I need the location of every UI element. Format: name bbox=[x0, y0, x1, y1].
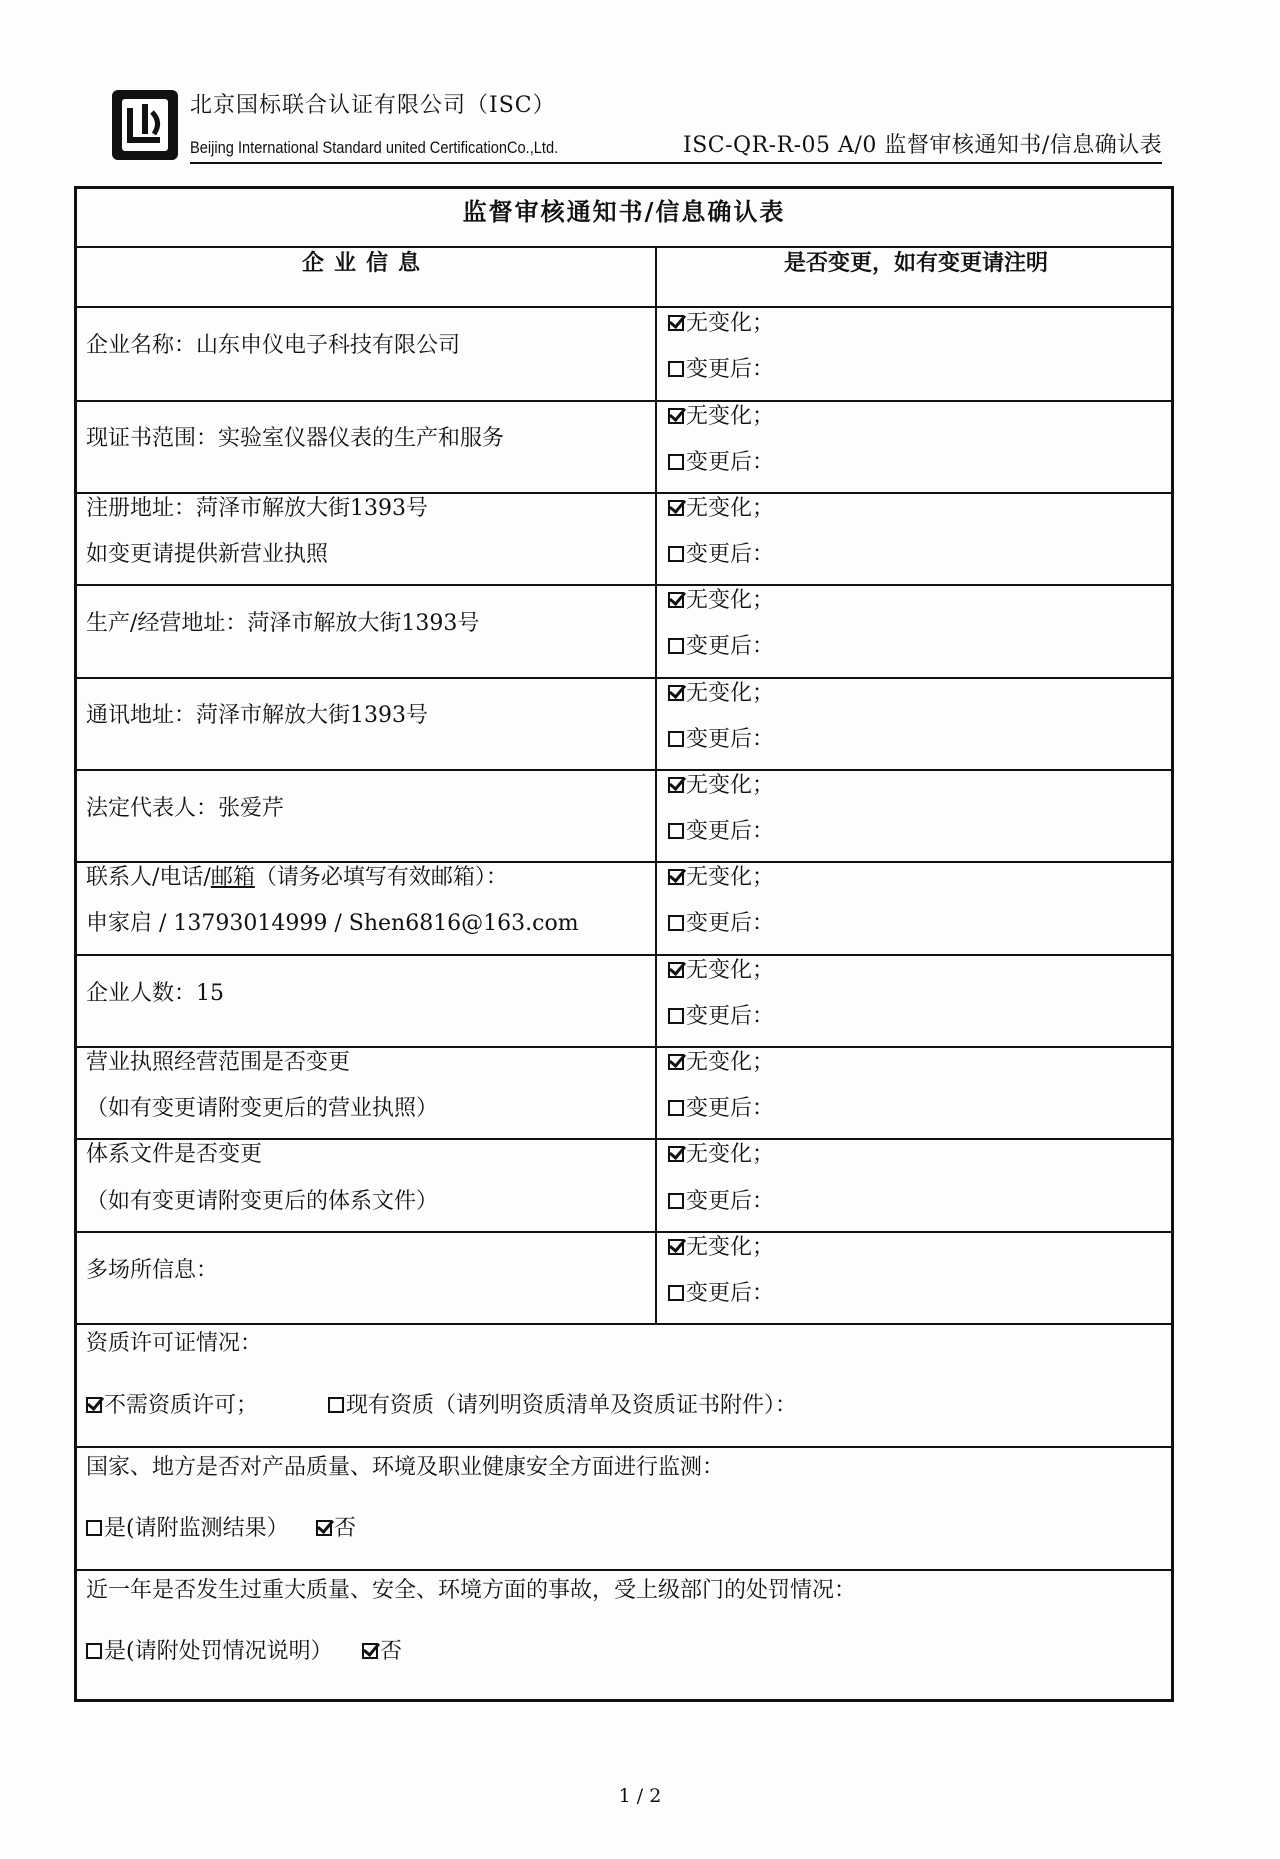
row-system-documents-note: （如有变更请附变更后的体系文件） bbox=[86, 1189, 439, 1214]
row-contact-value: 申家启 / 13793014999 / Shen6816@163.com bbox=[86, 911, 579, 936]
changed-option[interactable]: 变更后： bbox=[668, 910, 774, 938]
checked-box-icon bbox=[668, 1054, 684, 1070]
no-qualification-option[interactable]: 不需资质许可； bbox=[86, 1392, 258, 1420]
checked-box-icon bbox=[362, 1643, 378, 1659]
changed-option[interactable]: 变更后： bbox=[668, 449, 774, 477]
changed-option[interactable]: 变更后： bbox=[668, 726, 774, 754]
row-company-name: 企业名称：山东申仪电子科技有限公司 bbox=[86, 333, 461, 358]
changed-option[interactable]: 变更后： bbox=[668, 1280, 774, 1308]
row-certificate-scope: 现证书范围：实验室仪器仪表的生产和服务 bbox=[86, 426, 505, 451]
unchanged-option[interactable]: 无变化； bbox=[668, 495, 774, 523]
unchanged-option[interactable]: 无变化； bbox=[668, 957, 774, 985]
page-number: 1 / 2 bbox=[618, 1785, 662, 1807]
monitoring-label: 国家、地方是否对产品质量、环境及职业健康安全方面进行监测： bbox=[86, 1455, 725, 1480]
checked-box-icon bbox=[668, 777, 684, 793]
unchanged-option[interactable]: 无变化； bbox=[668, 864, 774, 892]
checkbox-icon bbox=[668, 361, 684, 377]
checkbox-icon bbox=[86, 1643, 102, 1659]
header-rule bbox=[190, 162, 1162, 164]
checked-box-icon bbox=[668, 592, 684, 608]
checkbox-icon bbox=[668, 915, 684, 931]
accident-yes-option[interactable]: 是(请附处罚情况说明） bbox=[86, 1638, 333, 1666]
checkbox-icon bbox=[668, 823, 684, 839]
document-code: ISC-QR-R-05 A/0 监督审核通知书/信息确认表 bbox=[683, 133, 1163, 158]
checkbox-icon bbox=[86, 1520, 102, 1536]
checkbox-icon bbox=[668, 731, 684, 747]
row-headcount: 企业人数：15 bbox=[86, 981, 224, 1006]
isc-logo bbox=[108, 84, 182, 164]
unchanged-option[interactable]: 无变化； bbox=[668, 680, 774, 708]
checkbox-icon bbox=[668, 454, 684, 470]
changed-option[interactable]: 变更后： bbox=[668, 818, 774, 846]
checked-box-icon bbox=[668, 1239, 684, 1255]
monitoring-no-option[interactable]: 否 bbox=[316, 1515, 356, 1543]
row-divider bbox=[76, 1138, 1172, 1140]
checked-box-icon bbox=[668, 685, 684, 701]
checked-box-icon bbox=[668, 1146, 684, 1162]
changed-option[interactable]: 变更后： bbox=[668, 1003, 774, 1031]
changed-option[interactable]: 变更后： bbox=[668, 1095, 774, 1123]
unchanged-option[interactable]: 无变化； bbox=[668, 310, 774, 338]
checked-box-icon bbox=[316, 1520, 332, 1536]
changed-option[interactable]: 变更后： bbox=[668, 541, 774, 569]
row-divider bbox=[76, 677, 1172, 679]
existing-qualification-option[interactable]: 现有资质（请列明资质清单及资质证书附件）： bbox=[328, 1392, 797, 1420]
checkbox-icon bbox=[668, 1100, 684, 1116]
row-divider bbox=[76, 1569, 1172, 1571]
row-divider bbox=[76, 1231, 1172, 1233]
checkbox-icon bbox=[668, 638, 684, 654]
row-system-documents: 体系文件是否变更 bbox=[86, 1142, 263, 1167]
changed-option[interactable]: 变更后： bbox=[668, 1188, 774, 1216]
row-contact-label: 联系人/电话/邮箱（请务必填写有效邮箱）： bbox=[86, 865, 508, 890]
row-registered-address-note: 如变更请提供新营业执照 bbox=[86, 542, 329, 567]
column-header-company-info: 企业信息 bbox=[301, 250, 430, 276]
row-divider bbox=[76, 400, 1172, 402]
form-title: 监督审核通知书/信息确认表 bbox=[462, 197, 786, 226]
row-divider bbox=[76, 1046, 1172, 1048]
changed-option[interactable]: 变更后： bbox=[668, 356, 774, 384]
checkbox-icon bbox=[668, 1008, 684, 1024]
accident-no-option[interactable]: 否 bbox=[362, 1638, 402, 1666]
row-divider bbox=[76, 861, 1172, 863]
row-divider bbox=[76, 306, 1172, 308]
row-mailing-address: 通讯地址：菏泽市解放大街1393号 bbox=[86, 703, 428, 728]
checked-box-icon bbox=[668, 315, 684, 331]
column-divider bbox=[655, 246, 657, 1323]
row-divider bbox=[76, 954, 1172, 956]
column-header-change: 是否变更，如有变更请注明 bbox=[783, 250, 1048, 276]
unchanged-option[interactable]: 无变化； bbox=[668, 1141, 774, 1169]
unchanged-option[interactable]: 无变化； bbox=[668, 587, 774, 615]
qualification-label: 资质许可证情况： bbox=[86, 1331, 263, 1356]
row-divider bbox=[76, 1446, 1172, 1448]
accident-label: 近一年是否发生过重大质量、安全、环境方面的事故，受上级部门的处罚情况： bbox=[86, 1578, 857, 1603]
unchanged-option[interactable]: 无变化； bbox=[668, 772, 774, 800]
row-divider bbox=[76, 492, 1172, 494]
row-license-scope-note: （如有变更请附变更后的营业执照） bbox=[86, 1096, 439, 1121]
unchanged-option[interactable]: 无变化； bbox=[668, 1049, 774, 1077]
changed-option[interactable]: 变更后： bbox=[668, 633, 774, 661]
unchanged-option[interactable]: 无变化； bbox=[668, 403, 774, 431]
checkbox-icon bbox=[328, 1397, 344, 1413]
checked-box-icon bbox=[86, 1397, 102, 1413]
checkbox-icon bbox=[668, 1193, 684, 1209]
row-divider bbox=[76, 584, 1172, 586]
row-divider bbox=[76, 769, 1172, 771]
row-production-address: 生产/经营地址：菏泽市解放大街1393号 bbox=[86, 611, 480, 636]
checked-box-icon bbox=[668, 408, 684, 424]
row-divider bbox=[76, 1323, 1172, 1325]
checked-box-icon bbox=[668, 869, 684, 885]
company-name-cn: 北京国标联合认证有限公司（ISC） bbox=[190, 93, 556, 118]
row-license-scope: 营业执照经营范围是否变更 bbox=[86, 1050, 351, 1075]
checked-box-icon bbox=[668, 500, 684, 516]
row-multi-site: 多场所信息： bbox=[86, 1258, 219, 1283]
row-legal-representative: 法定代表人：张爱芹 bbox=[86, 796, 285, 821]
monitoring-yes-option[interactable]: 是(请附监测结果） bbox=[86, 1515, 289, 1543]
company-name-en: Beijing International Standard united CertificationCo.,Ltd. bbox=[190, 138, 559, 157]
row-registered-address: 注册地址：菏泽市解放大街1393号 bbox=[86, 496, 428, 521]
unchanged-option[interactable]: 无变化； bbox=[668, 1234, 774, 1262]
checkbox-icon bbox=[668, 546, 684, 562]
checked-box-icon bbox=[668, 962, 684, 978]
checkbox-icon bbox=[668, 1285, 684, 1301]
